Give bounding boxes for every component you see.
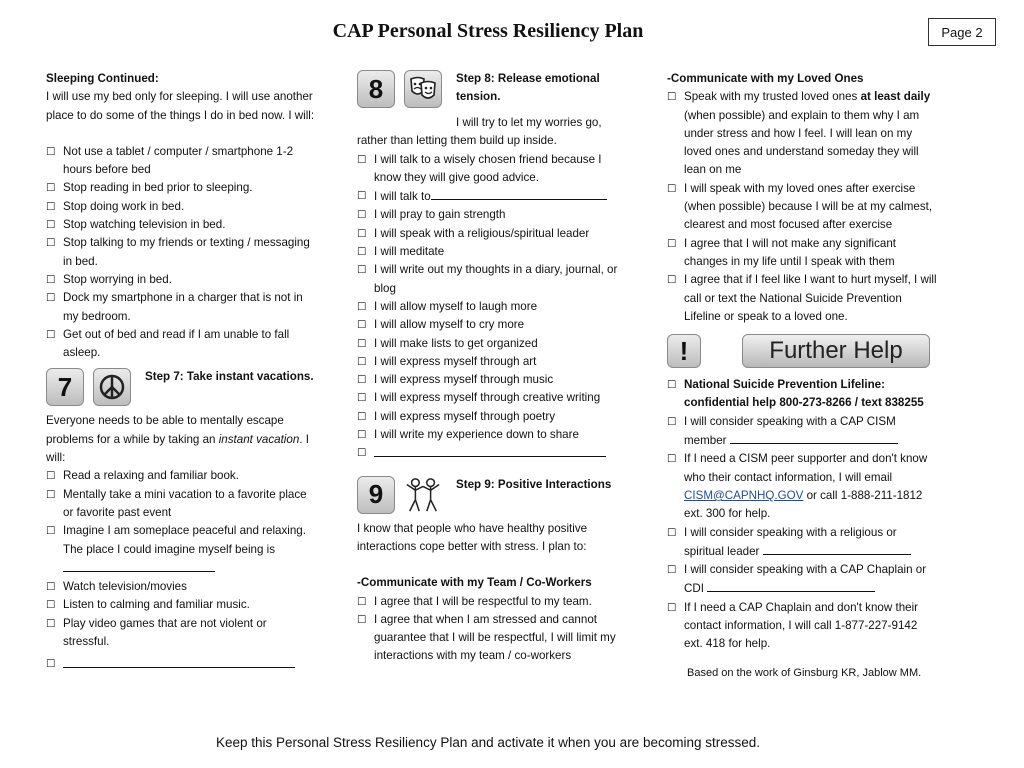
checkbox-item[interactable]: ☐ I agree that if I feel like I want to hurt myself, I will call or text the National Suicide Prevention Lifeline or speak to a loved one. [667, 271, 937, 326]
checkbox-item[interactable]: ☐ Stop reading in bed prior to sleeping. [46, 179, 316, 197]
checkbox-item[interactable]: ☐ Get out of bed and read if I am unable to fall asleep. [46, 326, 316, 363]
further-help-header [667, 334, 937, 376]
cism-email-link[interactable]: CISM@CAPNHQ.GOV [684, 488, 804, 502]
checkbox-item[interactable]: ☐ National Suicide Prevention Lifeline: confidential help 800-273-8266 / text 838255 [667, 376, 937, 413]
fill-in-blank[interactable] [63, 559, 215, 572]
fill-in-blank[interactable] [374, 444, 606, 457]
checkbox-item[interactable]: ☐ Stop worrying in bed. [46, 271, 316, 289]
checkbox-item[interactable]: ☐ I will consider speaking with a CAP Chaplain or CDI [667, 561, 937, 599]
step-7-header [46, 368, 316, 412]
fill-in-blank[interactable] [431, 187, 607, 200]
step-9-title: Step 9: Positive Interactions [456, 477, 612, 491]
checkbox-item[interactable]: ☐ I will express myself through creative writing [357, 389, 622, 407]
page-number-box: Page 2 [928, 18, 996, 46]
checkbox-item[interactable]: ☐ Imagine I am someplace peaceful and relaxing. The place I could imagine myself being is [46, 522, 316, 578]
checkbox-item[interactable]: ☐ I will allow myself to laugh more [357, 298, 622, 316]
step-9-intro: I know that people who have healthy positive interactions cope better with stress. I plan to: [357, 521, 588, 553]
checkbox-item[interactable]: ☐ I agree that I will not make any significant changes in my life until I speak with them [667, 235, 937, 272]
checkbox-item[interactable]: ☐ Watch television/movies [46, 578, 316, 596]
checkbox-item[interactable]: ☐ I will speak with a religious/spiritual leader [357, 225, 622, 243]
checkbox-item[interactable]: ☐ I will talk to [357, 187, 622, 206]
checkbox-item-blank[interactable] [357, 444, 622, 463]
step-7-intro: Everyone needs to be able to mentally escape problems for a while by taking an instant vacation. I will: [46, 414, 309, 465]
checkbox-item[interactable]: ☐ Play video games that are not violent or stressful. [46, 615, 316, 652]
checkbox-item[interactable]: ☐ I will make lists to get organized [357, 335, 622, 353]
checkbox-item[interactable]: ☐ I will speak with my loved ones after exercise (when possible) because I will be at my calmest, clearest and most focused after exercise [667, 180, 937, 235]
checkbox-item[interactable]: ☐ I will consider speaking with a CAP CISM member [667, 413, 937, 451]
column-3 [667, 70, 937, 682]
further-help-title: Further Help [742, 334, 930, 368]
fill-in-blank[interactable] [63, 655, 295, 668]
checkbox-item[interactable]: ☐ I will allow myself to cry more [357, 316, 622, 334]
checkbox-item[interactable]: ☐ Listen to calming and familiar music. [46, 596, 316, 614]
checkbox-item[interactable]: ☐ Not use a tablet / computer / smartphone 1-2 hours before bed [46, 143, 316, 180]
checkbox-item[interactable]: ☐ I will consider speaking with a religious or spiritual leader [667, 524, 937, 562]
sleeping-heading: Sleeping Continued: [46, 72, 159, 85]
column-2 [357, 70, 622, 666]
checkbox-item-blank[interactable] [46, 655, 316, 674]
theater-masks-icon [404, 70, 442, 108]
two-people-icon [404, 476, 442, 514]
checkbox-item[interactable]: ☐ I will express myself through art [357, 353, 622, 371]
checkbox-item[interactable]: ☐ I will write my experience down to share [357, 426, 622, 444]
checkbox-item[interactable]: ☐ I will express myself through music [357, 371, 622, 389]
checkbox-item[interactable]: ☐ I agree that I will be respectful to my team. [357, 593, 622, 611]
checkbox-item[interactable]: ☐ I will pray to gain strength [357, 206, 622, 224]
attribution: Based on the work of Ginsburg KR, Jablow MM. [687, 666, 922, 679]
checkbox-item[interactable]: ☐ I agree that when I am stressed and cannot guarantee that I will be respectful, I will limit my interactions with my team / co-workers [357, 611, 622, 666]
checkbox-item[interactable]: ☐ If I need a CAP Chaplain and don't know their contact information, I will call 1-877-227-9142 ext. 418 for help. [667, 599, 937, 654]
exclamation-icon: ! [667, 334, 701, 368]
step-number-badge: 8 [357, 70, 395, 108]
step-8-header [357, 70, 622, 114]
checkbox-item[interactable]: ☐ Stop watching television in bed. [46, 216, 316, 234]
checkbox-item[interactable]: ☐ I will meditate [357, 243, 622, 261]
checkbox-item[interactable]: ☐ Stop doing work in bed. [46, 198, 316, 216]
checkbox-item[interactable]: ☐ I will write out my thoughts in a diary, journal, or blog [357, 261, 622, 298]
fill-in-blank[interactable] [707, 579, 875, 592]
checkbox-item[interactable]: ☐ Stop talking to my friends or texting / messaging in bed. [46, 234, 316, 271]
team-heading: -Communicate with my Team / Co-Workers [357, 576, 592, 590]
step-8-title: Step 8: Release emotional tension. [456, 72, 600, 104]
checkbox-item[interactable]: ☐ Read a relaxing and familiar book. [46, 467, 316, 485]
page-title: CAP Personal Stress Resiliency Plan [332, 20, 644, 42]
fill-in-blank[interactable] [763, 542, 911, 555]
checkbox-item[interactable]: ☐ Dock my smartphone in a charger that is not in my bedroom. [46, 289, 316, 326]
checkbox-item[interactable]: ☐ Mentally take a mini vacation to a favorite place or favorite past event [46, 486, 316, 523]
loved-ones-heading: -Communicate with my Loved Ones [667, 72, 864, 85]
fill-in-blank[interactable] [730, 431, 898, 444]
step-number-badge: 9 [357, 476, 395, 514]
checkbox-item[interactable]: ☐ If I need a CISM peer supporter and don't know who their contact information, I will email CISM@CAPNHQ.GOV or call 1-888-211-1812 ext. 300 for help. [667, 450, 937, 523]
step-8-intro: I will try to let my worries go, rather than letting them build up inside. [357, 116, 602, 148]
checkbox-item[interactable]: ☐ Speak with my trusted loved ones at least daily (when possible) and explain to them why I am under stress and how I feel. I will lean on my loved ones and understand someday they will lean on me [667, 88, 937, 179]
step-9-header [357, 476, 622, 520]
step-7-title: Step 7: Take instant vacations. [145, 370, 314, 384]
checkbox-item[interactable]: ☐ I will express myself through poetry [357, 408, 622, 426]
sleeping-intro: I will use my bed only for sleeping. I will use another place to do some of the things I do in bed now. I will: [46, 90, 315, 122]
peace-sign-icon [93, 368, 131, 406]
step-number-badge: 7 [46, 368, 84, 406]
checkbox-item[interactable]: ☐ I will talk to a wisely chosen friend because I know they will give good advice. [357, 151, 622, 188]
column-1 [46, 70, 316, 675]
footer-note: Keep this Personal Stress Resiliency Plan and activate it when you are becoming stressed. [215, 735, 761, 750]
